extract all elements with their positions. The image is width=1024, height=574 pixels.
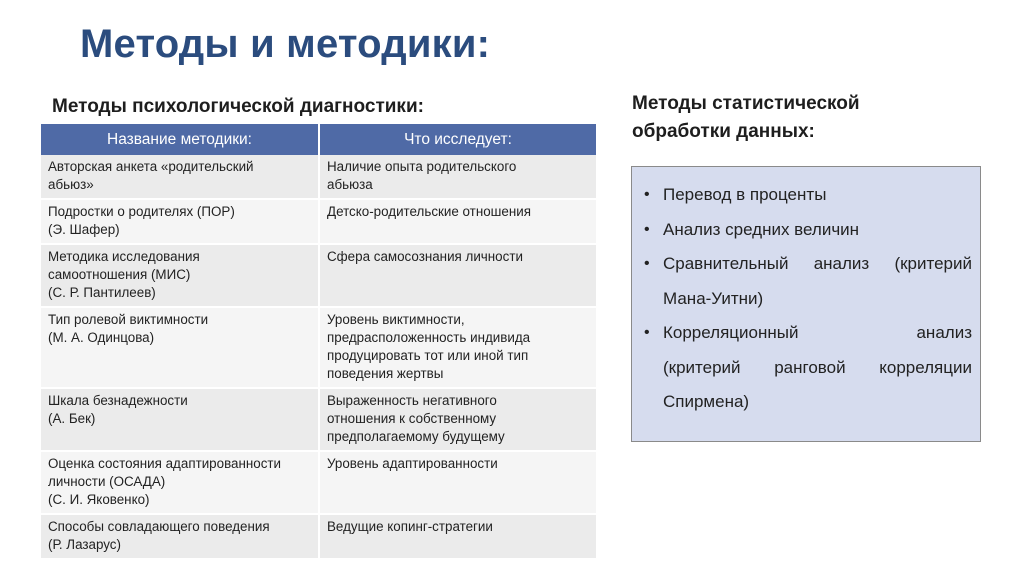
table-header-row [41,124,596,155]
studies-cell [319,388,596,451]
method-name-cell [41,155,319,199]
cell-text-line: Уровень виктимности, [327,312,465,327]
statistics-methods-list [644,178,972,420]
table-row [41,244,596,307]
list-item [644,178,972,213]
cell-text-line: (Р. Лазарус) [48,537,121,552]
diagnostics-heading: Методы психологической диагностики: [52,96,424,117]
cell-text-line: поведения жертвы [327,366,444,381]
table-row [41,307,596,388]
studies-cell [319,199,596,244]
cell-text-line: (С. Р. Пантилеев) [48,285,156,300]
studies-cell [319,155,596,199]
cell-text-line: (С. И. Яковенко) [48,492,150,507]
table-row [41,199,596,244]
cell-text-line: Подростки о родителях (ПОР) [48,204,235,219]
method-name-cell [41,244,319,307]
cell-text-line: продуцировать тот или иной тип [327,348,529,363]
cell-text-line: абьюза [327,177,373,192]
table-row [41,388,596,451]
cell-text-line: отношения к собственному [327,411,497,426]
bullet-icon: • [644,186,650,203]
cell-text-line: Способы совладающего поведения [48,519,270,534]
cell-text-line: Шкала безнадежности [48,393,188,408]
statistics-heading-line: обработки данных: [632,121,815,142]
cell-text-line: личности (ОСАДА) [48,474,166,489]
header-what-studies: Что исследует: [319,124,596,155]
list-item-text: (критерий ранговой корреляции [663,357,972,377]
cell-text-line: Авторская анкета «родительский [48,159,254,174]
studies-cell [319,244,596,307]
method-name-cell [41,514,319,559]
list-item-text: Мана-Уитни) [663,288,764,308]
cell-text-line: Сфера самосознания личности [327,249,523,264]
cell-text-line: абьюз» [48,177,94,192]
cell-text-line: предрасположенность индивида [327,330,531,345]
list-item [644,316,972,420]
method-name-cell [41,199,319,244]
list-item-text: Сравнительный анализ (критерий [663,254,972,273]
statistics-methods-box [631,166,981,442]
cell-text-line: Наличие опыта родительского [327,159,517,174]
list-item-text: Перевод в проценты [663,185,827,204]
bullet-icon: • [644,324,650,341]
statistics-heading-line: Методы статистической [632,93,860,114]
header-method-name: Название методики: [41,124,319,155]
list-item-text: Корреляционный анализ [663,323,972,342]
studies-cell [319,451,596,514]
methods-table [41,124,596,560]
slide-title: Методы и методики: [80,22,491,66]
method-name-cell [41,451,319,514]
cell-text-line: (М. А. Одинцова) [48,330,155,345]
table-row [41,514,596,559]
studies-cell [319,307,596,388]
list-item-text: Спирмена) [663,392,750,411]
cell-text-line: Выраженность негативного [327,393,497,408]
studies-cell [319,514,596,559]
cell-text-line: Методика исследования [48,249,200,264]
bullet-icon: • [644,220,650,238]
list-item-text: Анализ средних величин [663,219,860,239]
cell-text-line: Уровень адаптированности [327,456,498,471]
table-row [41,155,596,199]
cell-text-line: Детско-родительские отношения [327,204,531,219]
list-item [644,213,972,248]
cell-text-line: Оценка состояния адаптированности [48,456,282,471]
cell-text-line: самоотношения (МИС) [48,267,191,282]
statistics-heading [632,90,962,146]
table-body [41,155,596,559]
cell-text-line: (А. Бек) [48,411,96,426]
cell-text-line: (Э. Шафер) [48,222,120,237]
list-item [644,247,972,316]
cell-text-line: Ведущие копинг-стратегии [327,519,493,534]
cell-text-line: предполагаемому будущему [327,429,505,444]
table-row [41,451,596,514]
method-name-cell [41,388,319,451]
cell-text-line: Тип ролевой виктимности [48,312,209,327]
bullet-icon: • [644,255,650,272]
method-name-cell [41,307,319,388]
